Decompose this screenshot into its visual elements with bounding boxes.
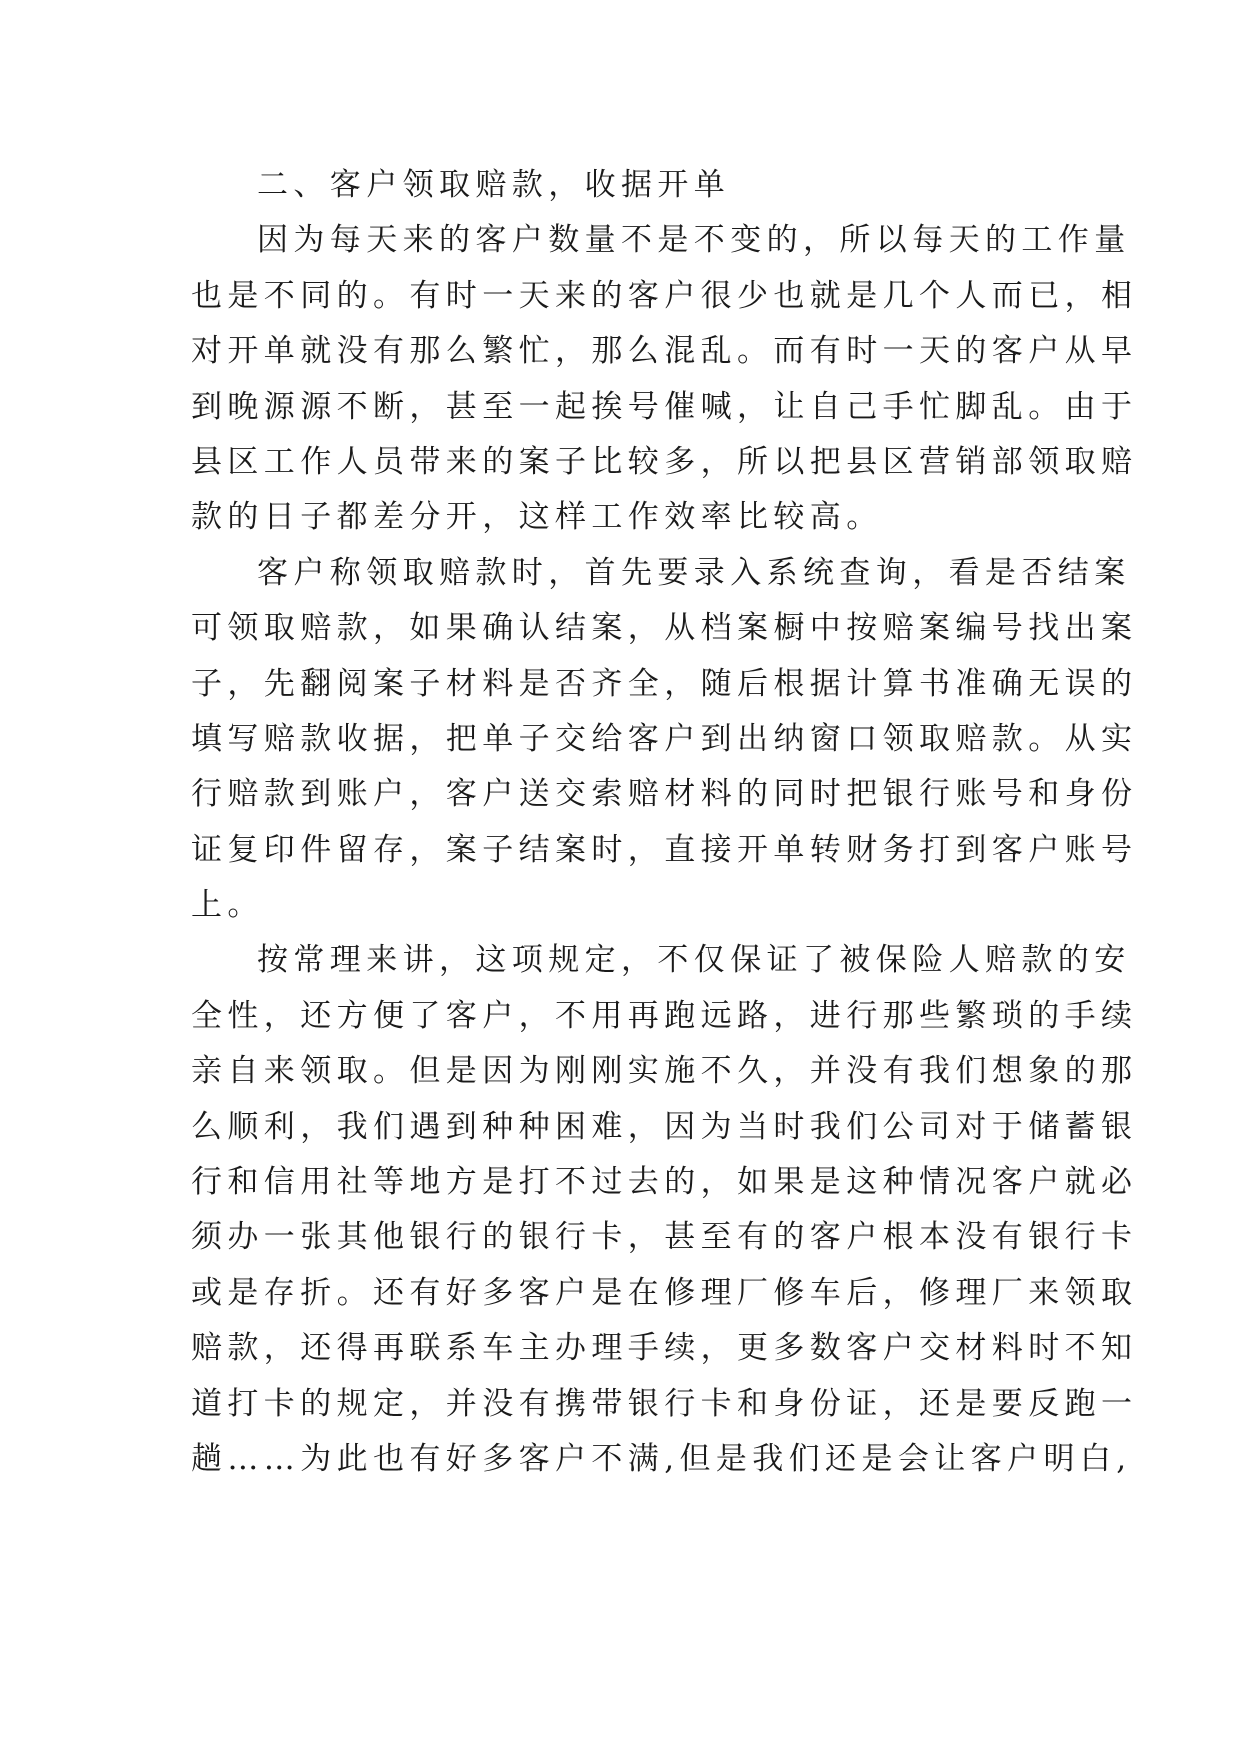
paragraph-line: 上。 <box>191 887 264 924</box>
paragraph-line: 证复印件留存，案子结案时，直接开单转财务打到客户账号 <box>191 831 1138 868</box>
paragraph-line: 因为每天来的客户数量不是不变的，所以每天的工作量 <box>257 222 1131 259</box>
paragraph-line: 按常理来讲，这项规定，不仅保证了被保险人赔款的安 <box>257 942 1131 979</box>
paragraph-line: 款的日子都差分开，这样工作效率比较高。 <box>191 499 883 536</box>
paragraph-line: 县区工作人员带来的案子比较多，所以把县区营销部领取赔 <box>191 443 1138 480</box>
paragraph-line: 赔款，还得再联系车主办理手续，更多数客户交材料时不知 <box>191 1330 1138 1367</box>
paragraph-line: 或是存折。还有好多客户是在修理厂修车后，修理厂来领取 <box>191 1274 1138 1311</box>
paragraph-line: 须办一张其他银行的银行卡，甚至有的客户根本没有银行卡 <box>191 1219 1138 1256</box>
paragraph-line: 客户称领取赔款时，首先要录入系统查询，看是否结案 <box>257 554 1131 591</box>
document-body <box>191 158 1138 1487</box>
paragraph-line: 也是不同的。有时一天来的客户很少也就是几个人而已，相 <box>191 277 1138 314</box>
paragraph-line: 亲自来领取。但是因为刚刚实施不久，并没有我们想象的那 <box>191 1053 1138 1090</box>
paragraph-line: 行和信用社等地方是打不过去的，如果是这种情况客户就必 <box>191 1164 1138 1201</box>
paragraph-line: 道打卡的规定，并没有携带银行卡和身份证，还是要反跑一 <box>191 1385 1138 1422</box>
paragraph-line: 行赔款到账户，客户送交索赔材料的同时把银行账号和身份 <box>191 776 1138 813</box>
paragraph-line: 到晚源源不断，甚至一起挨号催喊，让自己手忙脚乱。由于 <box>191 388 1138 425</box>
paragraph-line: 可领取赔款，如果确认结案，从档案橱中按赔案编号找出案 <box>191 610 1138 647</box>
paragraph-line: 趟……为此也有好多客户不满,但是我们还是会让客户明白, <box>191 1440 1132 1477</box>
paragraph-line: 对开单就没有那么繁忙，那么混乱。而有时一天的客户从早 <box>191 333 1138 370</box>
paragraph-line: 子，先翻阅案子材料是否齐全，随后根据计算书准确无误的 <box>191 665 1138 702</box>
paragraph-line: 全性，还方便了客户，不用再跑远路，进行那些繁琐的手续 <box>191 997 1138 1034</box>
section-heading: 二、客户领取赔款，收据开单 <box>257 167 731 203</box>
paragraph-line: 么顺利，我们遇到种种困难，因为当时我们公司对于储蓄银 <box>191 1108 1138 1145</box>
paragraph-line: 填写赔款收据，把单子交给客户到出纳窗口领取赔款。从实 <box>191 720 1138 757</box>
